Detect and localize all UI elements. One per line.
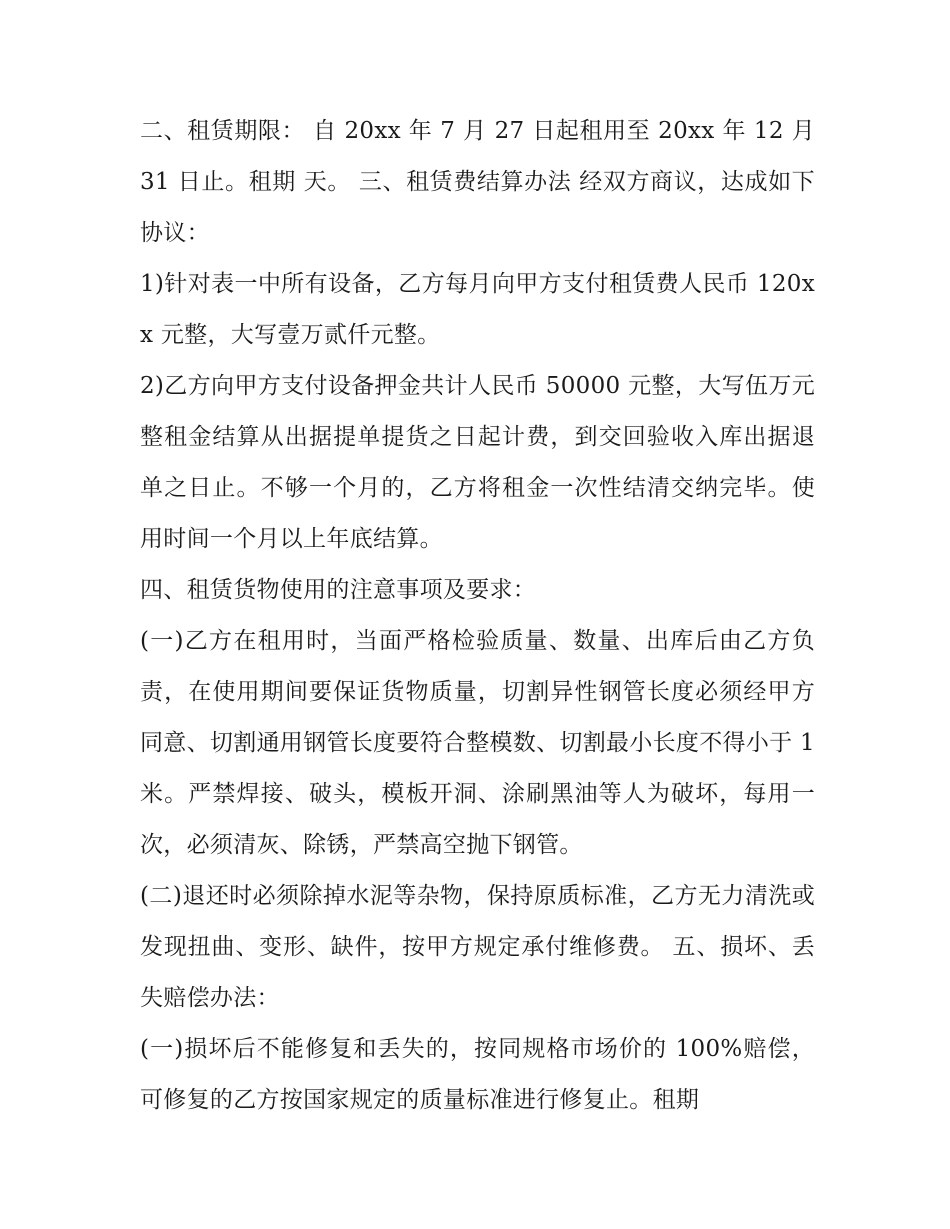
paragraph-deposit-settlement: 2)乙方向甲方支付设备押金共计人民币 50000 元整，大写伍万元整租金结算从出据提单提货之日起计费，到交回验收入库出据退单之日止。不够一个月的，乙方将租金一次性结清交纳完毕。使用时间一个月以上年底结算。: [140, 373, 815, 552]
document-body: [140, 106, 815, 1126]
paragraph-return-cleaning: (二)退还时必须除掉水泥等杂物，保持原质标准，乙方无力清洗或发现扭曲、变形、缺件，按甲方规定承付维修费。 五、损坏、丢失赔偿办法：: [140, 883, 815, 1011]
paragraph-lease-term: 二、租赁期限： 自 20xx 年 7 月 27 日起租用至 20xx 年 12 月 31 日止。租期 天。 三、租赁费结算办法 经双方商议，达成如下协议：: [140, 118, 815, 246]
paragraph-usage-inspection: (一)乙方在租用时，当面严格检验质量、数量、出库后由乙方负责，在使用期间要保证货物质量，切割异性钢管长度必须经甲方同意、切割通用钢管长度要符合整模数、切割最小长度不得小于 1 米。严禁焊接、破头，模板开洞、涂刷黑油等人为破坏，每用一次，必须清灰、除锈，严禁高空抛下钢管。: [140, 628, 815, 858]
section-heading-usage-requirements: 四、租赁货物使用的注意事项及要求：: [140, 577, 537, 603]
paragraph-damage-compensation: (一)损坏后不能修复和丢失的，按同规格市场价的 100%赔偿，可修复的乙方按国家规定的质量标准进行修复止。租期: [140, 1036, 815, 1113]
paragraph-monthly-rent: 1)针对表一中所有设备，乙方每月向甲方支付租赁费人民币 120xx 元整，大写壹万贰仟元整。: [140, 271, 815, 348]
